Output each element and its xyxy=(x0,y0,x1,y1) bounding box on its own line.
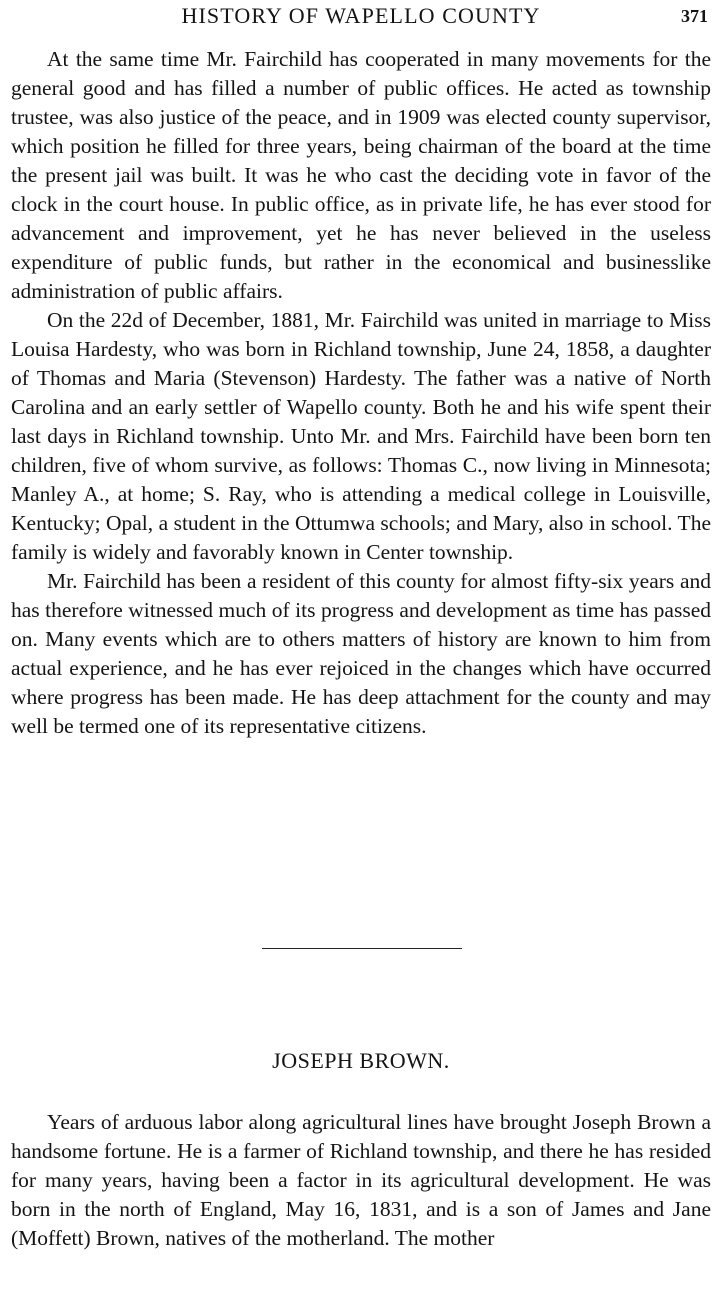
brown-biography-text xyxy=(11,1108,711,1253)
fairchild-biography-text xyxy=(11,45,711,741)
page-number: 371 xyxy=(681,6,708,26)
section-divider-rule xyxy=(262,948,462,949)
paragraph-marriage: On the 22d of December, 1881, Mr. Fairchild was united in marriage to Miss Louisa Hardesty, who was born in Richland township, June 24, 1858, a daughter of Thomas and Maria (Stevenson) Hardesty. The father was a native of North Carolina and an early settler of Wapello county. Both he and his wife spent their last days in Richland township. Unto Mr. and Mrs. Fairchild have been born ten children, five of whom survive, as follows: Thomas C., now living in Minnesota; Manley A., at home; S. Ray, who is attending a medical college in Louisville, Kentucky; Opal, a student in the Ottumwa schools; and Mary, also in school. The family is widely and favorably known in Center township. xyxy=(11,308,711,564)
running-title: HISTORY OF WAPELLO COUNTY xyxy=(181,3,541,28)
paragraph-brown-intro: Years of arduous labor along agricultural lines have brought Joseph Brown a handsome fortune. He is a farmer of Richland township, and there he has resided for many years, having been a factor in its agricultural development. He was born in the north of England, May 16, 1831, and is a son of James and Jane (Moffett) Brown, natives of the motherland. The mother xyxy=(11,1110,711,1250)
section-heading: JOSEPH BROWN. xyxy=(272,1048,450,1073)
paragraph-residence: Mr. Fairchild has been a resident of this county for almost fifty-six years and has therefore witnessed much of its progress and development as time has passed on. Many events which are to others matters of history are known to him from actual experience, and he has ever rejoiced in the changes which have occurred where progress has been made. He has deep attachment for the county and may well be termed one of its representative citizens. xyxy=(11,569,711,738)
paragraph-public-offices: At the same time Mr. Fairchild has cooperated in many movements for the general good and has filled a number of public offices. He acted as township trustee, was also justice of the peace, and in 1909 was elected county supervisor, which position he filled for three years, being chairman of the board at the time the present jail was built. It was he who cast the deciding vote in favor of the clock in the court house. In public office, as in private life, he has ever stood for advancement and improvement, yet he has never believed in the useless expenditure of public funds, but rather in the economical and businesslike administration of public affairs. xyxy=(11,47,711,303)
running-head xyxy=(0,0,722,32)
